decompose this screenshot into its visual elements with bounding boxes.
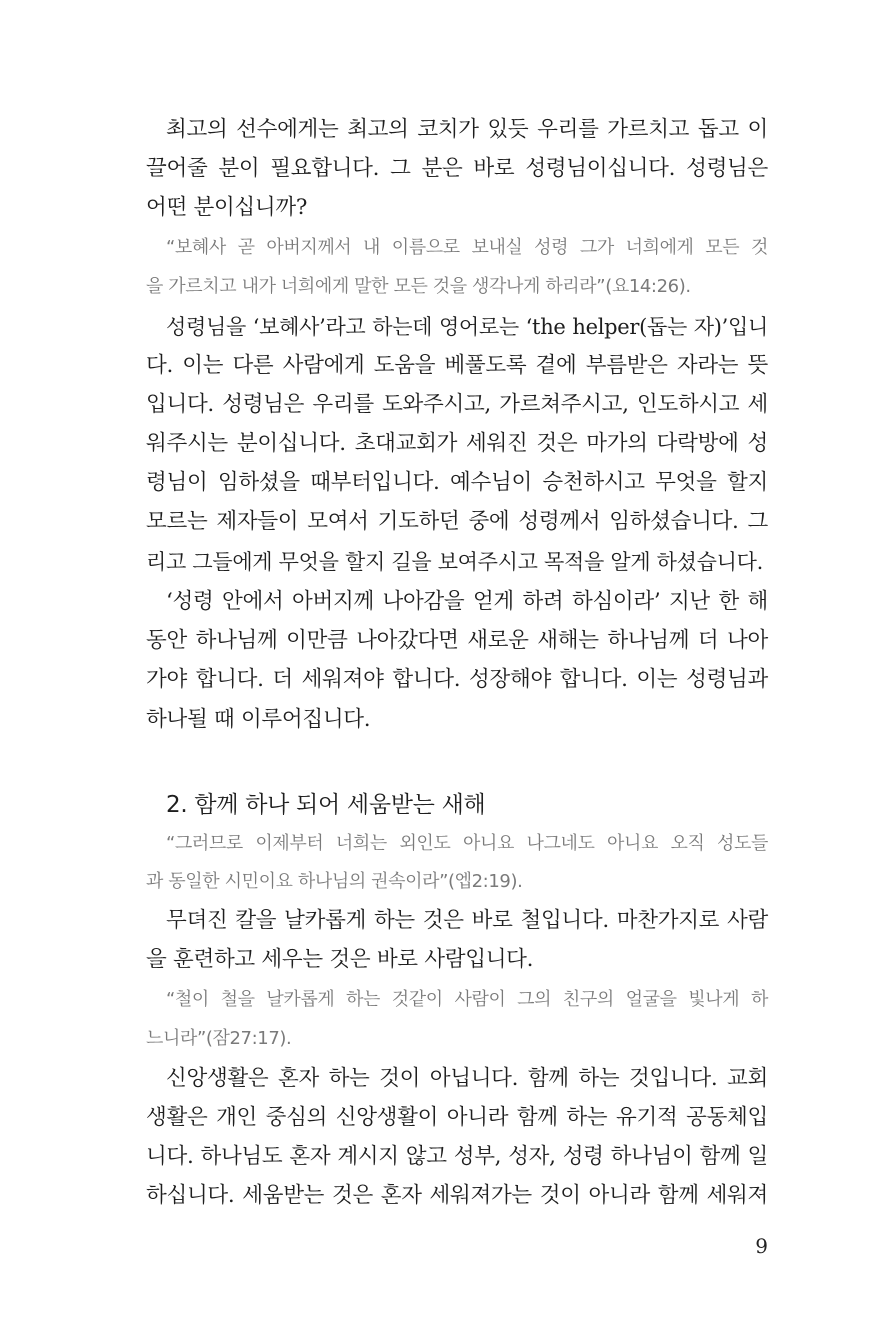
text-line: 성령님을 ‘보혜사’라고 하는데 영어로는 ‘the helper(돕는 자)’입니 [166, 315, 768, 339]
text-line: 신앙생활은 혼자 하는 것이 아닙니다. 함께 하는 것입니다. 교회 [166, 1066, 768, 1091]
text-line: 모르는 제자들이 모여서 기도하던 중에 성령께서 임하셨습니다. 그 [146, 509, 768, 534]
quote-line: “그러므로 이제부터 너희는 외인도 아니요 나그네도 아니요 오직 성도들 [166, 833, 768, 854]
text-line: 하나될 때 이루어집니다. [146, 707, 371, 732]
quote-line: 과 동일한 시민이요 하나님의 권속이라”(엡2:19). [146, 871, 523, 892]
text-line: 다. 이는 다른 사람에게 도움을 베풀도록 곁에 부름받은 자라는 뜻 [146, 353, 768, 378]
quote-line: 을 가르치고 내가 너희에게 말한 모든 것을 생각나게 하리라”(요14:26). [146, 276, 691, 297]
text-line: ‘성령 안에서 아버지께 나아감을 얻게 하려 하심이라’ 지난 한 해 [166, 589, 768, 614]
text-line: 하십니다. 세움받는 것은 혼자 세워져가는 것이 아니라 함께 세워져 [146, 1183, 768, 1208]
text-line: 리고 그들에게 무엇을 할지 길을 보여주시고 목적을 알게 하셨습니다. [146, 550, 763, 574]
text-line: 동안 하나님께 이만큼 나아갔다면 새로운 새해는 하나님께 더 나아 [146, 628, 768, 653]
text-line: 어떤 분이십니까? [146, 195, 308, 220]
text-line: 최고의 선수에게는 최고의 코치가 있듯 우리를 가르치고 돕고 이 [166, 117, 768, 142]
text-line: 끌어줄 분이 필요합니다. 그 분은 바로 성령님이십니다. 성령님은 [146, 156, 768, 181]
text-line: 가야 합니다. 더 세워져야 합니다. 성장해야 합니다. 이는 성령님과 [146, 667, 768, 692]
page-number: 9 [755, 1234, 768, 1258]
section-heading: 2. 함께 하나 되어 세움받는 새해 [166, 792, 486, 818]
text-line: 생활은 개인 중심의 신앙생활이 아니라 함께 하는 유기적 공동체입 [146, 1105, 768, 1130]
quote-line: 느니라”(잠27:17). [146, 1028, 292, 1049]
text-line: 니다. 하나님도 혼자 계시지 않고 성부, 성자, 성령 하나님이 함께 일 [146, 1144, 768, 1169]
text-line: 을 훈련하고 세우는 것은 바로 사람입니다. [146, 947, 534, 972]
text-line: 령님이 임하셨을 때부터입니다. 예수님이 승천하시고 무엇을 할지 [146, 470, 768, 495]
quote-line: “보혜사 곧 아버지께서 내 이름으로 보내실 성령 그가 너희에게 모든 것 [166, 237, 768, 258]
text-line: 워주시는 분이십니다. 초대교회가 세워진 것은 마가의 다락방에 성 [146, 431, 768, 456]
text-line: 무뎌진 칼을 날카롭게 하는 것은 바로 철입니다. 마찬가지로 사람 [166, 908, 768, 933]
quote-line: “철이 철을 날카롭게 하는 것같이 사람이 그의 친구의 얼굴을 빛나게 하 [166, 989, 768, 1010]
text-line: 입니다. 성령님은 우리를 도와주시고, 가르쳐주시고, 인도하시고 세 [146, 392, 768, 417]
